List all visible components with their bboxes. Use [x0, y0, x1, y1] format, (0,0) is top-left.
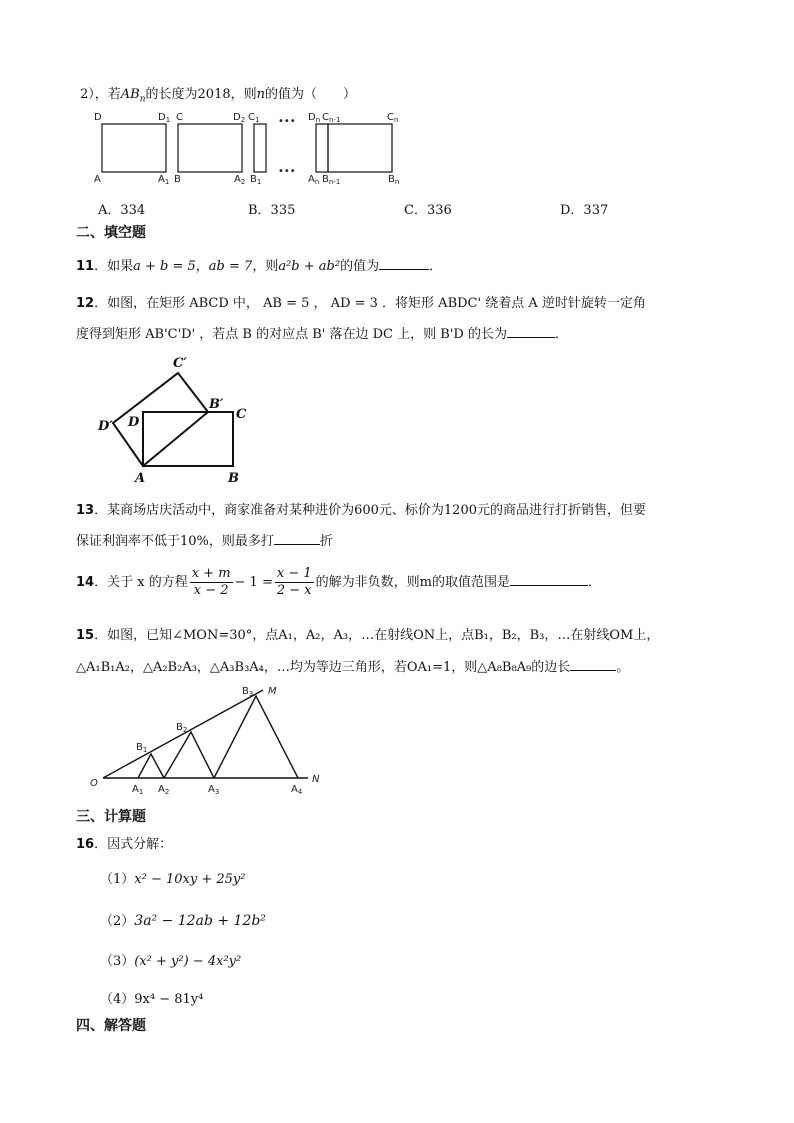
q11-expr1: a + b = 5	[133, 259, 196, 274]
q13-line1-text: ．某商场店庆活动中，商家准备对某种进价为600元、标价为1200元的商品进行打折销售，但要	[94, 503, 646, 518]
q10-rect-3	[254, 124, 266, 172]
q11-sep: ，	[195, 259, 209, 274]
q15-line1-text: ．如图，已知∠MON=30°，点A₁，A₂，A₃，…在射线ON上，点B₁，B₂，B₃，…在射线OM上，	[94, 628, 660, 643]
q16-part-3-expr: (x² + y²) − 4x²y²	[134, 954, 242, 969]
q11-expr3: a²b + ab²	[278, 259, 341, 274]
q13-number: 13	[76, 503, 95, 518]
q10-stem-end: 的值为（ ）	[265, 87, 357, 102]
q16-part-3	[100, 950, 241, 969]
q12-line2	[76, 323, 568, 342]
q14-frac1-denominator: x − 2	[193, 583, 229, 598]
q10-label-D2: $D_2$	[233, 112, 246, 124]
q15-number: 15	[76, 628, 95, 643]
q15-line2	[76, 656, 629, 675]
q12-label-C-prime: C′	[173, 356, 187, 371]
q14-answer-blank[interactable]	[510, 573, 588, 586]
q11	[76, 255, 442, 274]
q15-equilateral-triangles-figure	[88, 682, 333, 797]
q10-label-A1: $A_1$	[158, 174, 170, 186]
q15-label-A3: $A_3$	[208, 784, 220, 796]
q12-number: 12	[76, 296, 95, 311]
q15-triangle-2	[164, 732, 214, 778]
q16-part-4-label: （4）	[100, 992, 135, 1007]
q10-stem-var: AB	[120, 87, 140, 102]
q15-ray-OM	[103, 690, 263, 778]
q10-label-B: B	[174, 174, 181, 185]
q14-frac1-numerator: x + m	[191, 566, 231, 581]
q15-answer-blank[interactable]	[570, 658, 616, 671]
q10-rect-4	[316, 124, 328, 172]
q13-line1	[76, 499, 646, 518]
q12-rect-ABCD	[143, 412, 233, 466]
q15-label-B3: $B_3$	[242, 686, 254, 698]
q10-rect-1	[102, 124, 166, 172]
q10-label-C: C	[176, 112, 183, 123]
q16-part-1-expr: x² − 10xy + 25y²	[134, 872, 246, 887]
q13-line2-text: 保证利润率不低于10%，则最多打	[76, 534, 274, 549]
q16-part-3-label: （3）	[100, 954, 135, 969]
q14-text-a: ．关于 x 的方程	[94, 575, 188, 590]
q10-option-a: A．334	[98, 203, 146, 218]
q10-label-C1: $C_1$	[248, 112, 260, 124]
q12-label-A: A	[135, 471, 146, 486]
q15-triangle-1	[138, 754, 164, 778]
q15-label-M: M	[268, 686, 277, 697]
q15-line2-text: △A₁B₁A₂，△A₂B₂A₃，△A₃B₃A₄，…均为等边三角形，若OA₁=1，则△A₈B₈A₉的边长	[76, 660, 571, 675]
q11-expr2: ab = 7	[208, 259, 253, 274]
q12-end: ．	[554, 327, 568, 342]
q10-stem-prefix: 2），若	[80, 87, 121, 102]
q12-label-C: C	[236, 407, 247, 422]
q11-number: 11	[76, 259, 95, 274]
q10-label-ellipsis-bottom: •••	[278, 166, 296, 177]
q15-line1	[76, 624, 659, 643]
q14-text-b: 的解为非负数，则m的取值范围是	[315, 575, 510, 590]
q11-answer-blank[interactable]	[379, 257, 429, 270]
q14-fraction-right	[275, 566, 314, 599]
q16-number: 16	[76, 837, 95, 852]
q14-end: ．	[587, 575, 601, 590]
q10-rect-2	[178, 124, 242, 172]
q10-label-A: A	[94, 174, 101, 185]
q10-stem-n: n	[256, 87, 265, 102]
q12-label-D-prime: D′	[98, 419, 113, 434]
q16-part-4	[100, 988, 203, 1007]
q10-label-D: D	[94, 112, 102, 123]
q14-fraction-left	[190, 566, 233, 599]
q16-part-2-label: （2）	[100, 914, 135, 929]
q10-stem-mid: 的长度为2018，则	[145, 87, 257, 102]
q13-line2-end: 折	[319, 534, 333, 549]
q10-label-Cn-1: $C_{n-1}$	[322, 112, 341, 124]
q15-label-A1: $A_1$	[132, 784, 144, 796]
q16-part-1-label: （1）	[100, 872, 135, 887]
q10-label-ellipsis-top: •••	[278, 116, 296, 127]
q14-frac2-numerator: x − 1	[276, 566, 312, 581]
q11-text-a: ．如果	[94, 259, 134, 274]
q10-label-B1: $B_1$	[250, 174, 262, 186]
section-fill-in-heading: 二、填空题	[76, 225, 146, 241]
q10-option-c: C．336	[404, 203, 452, 218]
q14	[76, 566, 601, 599]
q12-rectangle-rotation-figure	[95, 352, 255, 487]
q10-option-b: B．335	[248, 203, 296, 218]
q16-part-2	[100, 910, 266, 929]
q11-end: ．	[429, 259, 443, 274]
q10-stem	[80, 83, 356, 105]
q10-option-d: D．337	[560, 203, 609, 218]
q11-text-b: ，则	[252, 259, 279, 274]
q15-label-A2: $A_2$	[158, 784, 170, 796]
q15-triangle-3	[214, 696, 298, 778]
q12-label-D: D	[128, 415, 140, 430]
q13-line2	[76, 530, 333, 549]
q15-label-O: O	[90, 778, 98, 789]
q10-label-Bn-1: $B_{n-1}$	[322, 174, 341, 186]
section-calculation-heading: 三、计算题	[76, 809, 146, 825]
q14-frac2-denominator: 2 − x	[276, 583, 312, 598]
q10-label-D1: $D_1$	[158, 112, 171, 124]
q14-number: 14	[76, 575, 95, 590]
q10-label-An: $A_n$	[308, 174, 320, 186]
q16-stem-text: ．因式分解：	[94, 837, 173, 852]
q15-label-N: N	[312, 774, 320, 785]
q10-rect-5	[328, 124, 392, 172]
q10-label-A2: $A_2$	[234, 174, 246, 186]
q10-rectangles-figure	[90, 108, 410, 188]
q16-stem	[76, 833, 172, 852]
q10-label-Dn: $D_n$	[308, 112, 321, 124]
section-solution-heading: 四、解答题	[76, 1018, 146, 1034]
q12-line1-text: ．如图，在矩形 ABCD 中， AB = 5 ， AD = 3 ．将矩形 ABDC' 绕着点 A 逆时针旋转一定角	[94, 296, 646, 311]
q10-label-Cn: $C_n$	[387, 112, 399, 124]
q16-part-4-expr: 9x⁴ − 81y⁴	[134, 992, 204, 1007]
q12-answer-blank[interactable]	[507, 325, 555, 338]
q12-line2-text: 度得到矩形 AB'C'D' ，若点 B 的对应点 B' 落在边 DC 上，则 B'D 的长为	[76, 327, 507, 342]
q11-text-c: 的值为	[340, 259, 380, 274]
q16-part-2-expr: 3a² − 12ab + 12b²	[134, 913, 266, 929]
q14-minus-one: − 1 =	[234, 575, 273, 590]
q10-label-Bn: $B_n$	[388, 174, 400, 186]
q12-label-B-prime: B′	[209, 397, 224, 412]
q15-label-B1: $B_1$	[136, 742, 148, 754]
q15-label-A4: $A_4$	[291, 784, 303, 796]
q15-line2-end: 。	[616, 660, 630, 675]
q12-label-B: B	[228, 471, 239, 486]
q13-answer-blank[interactable]	[274, 532, 320, 545]
q12-line1	[76, 292, 646, 311]
q10-stem-sub: n	[139, 94, 146, 105]
q16-part-1	[100, 868, 245, 887]
q15-label-B2: $B_2$	[176, 722, 188, 734]
